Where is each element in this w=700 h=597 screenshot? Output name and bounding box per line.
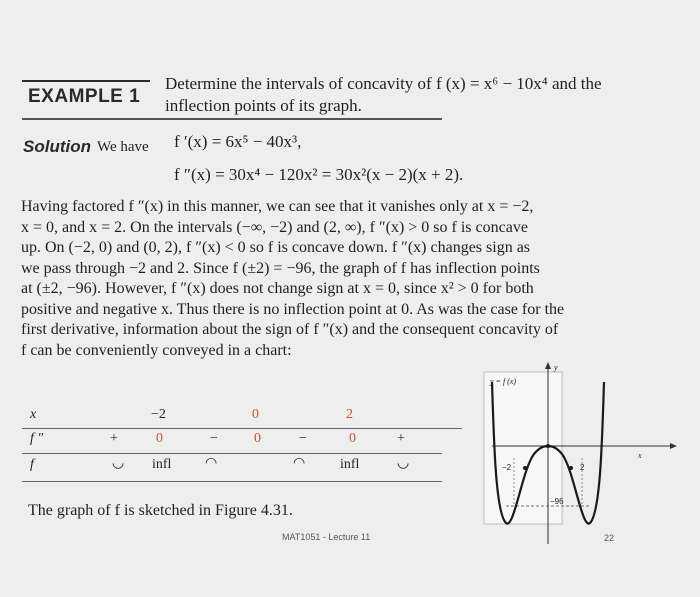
chart-fpp-zero: 0 (254, 431, 261, 446)
example-top-rule (22, 80, 150, 82)
first-derivative-equation: f ′(x) = 6x⁵ − 40x³, (174, 132, 302, 151)
tick-pos-label: 2 (580, 463, 585, 472)
minimum-label: −96 (550, 497, 564, 506)
chart-fpp-zero: 0 (349, 431, 356, 446)
problem-line-1: Determine the intervals of concavity of f (x) = x⁶ − 10x⁴ and the (165, 74, 602, 93)
sign-chart (0, 395, 470, 495)
paragraph-line: we pass through −2 and 2. Since f (±2) = −96, the graph of f has inflection points (21, 259, 540, 277)
paragraph-line: x = 0, and x = 2. On the intervals (−∞, −2) and (2, ∞), f ″(x) > 0 so f is concave (21, 218, 528, 236)
origin-point (546, 444, 550, 448)
chart-fpp-sign: − (299, 431, 307, 446)
row-label-f: f (30, 457, 34, 472)
explanation-paragraph (21, 197, 653, 361)
paragraph-line: at (±2, −96). However, f ″(x) does not change sign at x = 0, since x² > 0 for both (21, 280, 534, 297)
chart-fpp-sign: + (110, 431, 118, 446)
tick-neg-label: −2 (502, 463, 512, 472)
chart-rule (22, 428, 462, 429)
concave-up-mark: ◡ (397, 456, 410, 471)
chart-fpp-zero: 0 (156, 431, 163, 446)
paragraph-line: up. On (−2, 0) and (0, 2), f ″(x) < 0 so f is concave down. f ″(x) changes sign as (21, 239, 531, 256)
example-bottom-rule (22, 118, 442, 120)
chart-infl-label: infl (340, 457, 360, 472)
row-label-x: x (30, 407, 37, 422)
row-label-fpp: f ″ (30, 431, 44, 446)
chart-fpp-sign: + (397, 431, 405, 446)
paragraph-line: f can be conveniently conveyed in a chart: (21, 341, 292, 359)
paragraph-line: Having factored f ″(x) in this manner, we can see that it vanishes only at x = −2, (21, 198, 534, 215)
chart-rule (22, 481, 442, 482)
x-axis-arrow (670, 443, 677, 449)
concave-down-mark: ◠ (205, 456, 218, 471)
x-axis-label: x (638, 451, 642, 460)
chart-fpp-sign: − (210, 431, 218, 446)
chart-x-value: −2 (151, 407, 166, 422)
page-number: 22 (604, 533, 615, 543)
chart-x-value: 2 (346, 407, 353, 422)
function-graph (478, 358, 678, 548)
chart-infl-label: infl (152, 457, 172, 472)
paragraph-line: positive and negative x. Thus there is no inflection point at 0. As was the case for the (21, 300, 565, 318)
lecture-footer: MAT1051 - Lecture 11 (282, 532, 371, 542)
chart-rule (22, 453, 442, 454)
problem-line-2: inflection points of its graph. (165, 96, 362, 115)
inflection-point-left (523, 466, 527, 470)
concave-down-mark: ◠ (293, 456, 306, 471)
figure-caption: The graph of f is sketched in Figure 4.31. (28, 502, 293, 519)
y-axis-label: y (554, 363, 558, 372)
problem-statement (165, 73, 602, 117)
we-have-text: We have (97, 139, 149, 155)
paragraph-line: first derivative, information about the sign of f ″(x) and the consequent concavity of (21, 321, 559, 338)
y-axis-arrow (545, 362, 551, 369)
example-label: EXAMPLE 1 (28, 86, 141, 107)
curve-label: y = f (x) (490, 377, 517, 386)
solution-label: Solution (23, 137, 91, 156)
second-derivative-equation: f ″(x) = 30x⁴ − 120x² = 30x²(x − 2)(x + 2). (174, 165, 464, 184)
inflection-point-right (569, 466, 573, 470)
chart-x-value: 0 (252, 407, 259, 422)
concave-up-mark: ◡ (112, 456, 125, 471)
